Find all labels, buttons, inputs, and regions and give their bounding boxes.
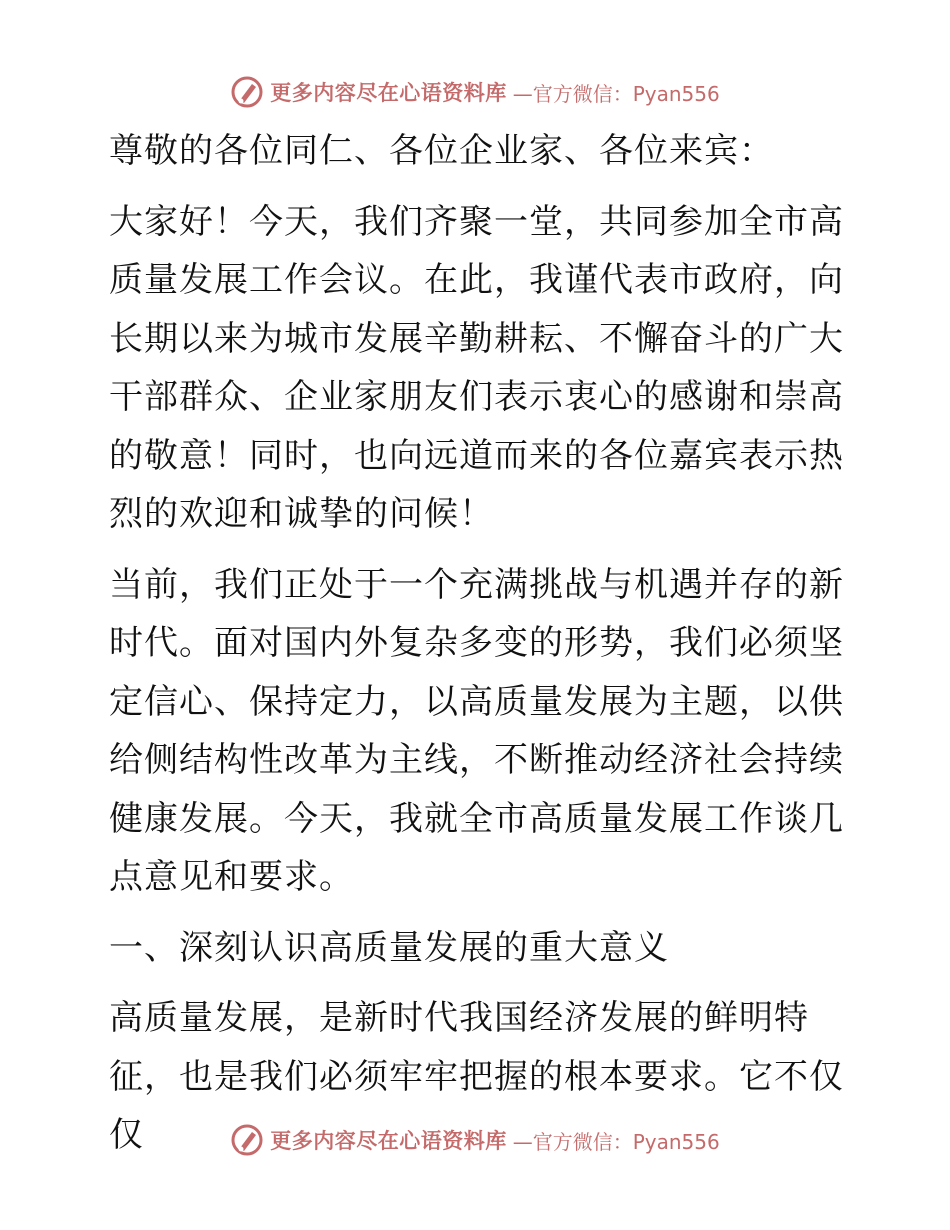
watermark-main-text: 更多内容尽在心语资料库 — [270, 81, 507, 105]
watermark-main-text: 更多内容尽在心语资料库 — [270, 1129, 507, 1153]
paragraph-significance: 高质量发展，是新时代我国经济发展的鲜明特征，也是我们必须牢牢把握的根本要求。它不仅仅 — [109, 998, 844, 1155]
document-body — [97, 122, 857, 1165]
header-watermark-banner — [0, 72, 950, 112]
footer-watermark-banner — [0, 1120, 950, 1160]
salutation: 尊敬的各位同仁、各位企业家、各位来宾： — [109, 131, 774, 171]
pen-logo-icon — [230, 1123, 264, 1157]
paragraph-context: 当前，我们正处于一个充满挑战与机遇并存的新时代。面对国内外复杂多变的形势，我们必须坚定信心、保持定力，以高质量发展为主题，以供给侧结构性改革为主线，不断推动经济社会持续健康发展。今天，我就全市高质量发展工作谈几点意见和要求。 — [109, 564, 844, 897]
pen-logo-icon — [230, 75, 264, 109]
watermark-sub-text: —官方微信：Pyan556 — [512, 1129, 720, 1154]
watermark-sub-text: —官方微信：Pyan556 — [512, 81, 720, 106]
paragraph-welcome: 大家好！今天，我们齐聚一堂，共同参加全市高质量发展工作会议。在此，我谨代表市政府，向长期以来为城市发展辛勤耕耘、不懈奋斗的广大干部群众、企业家朋友们表示衷心的感谢和崇高的敬意！同时，也向远道而来的各位嘉宾表示热烈的欢迎和诚挚的问候！ — [109, 201, 844, 534]
section-heading-1: 一、深刻认识高质量发展的重大意义 — [109, 927, 669, 968]
